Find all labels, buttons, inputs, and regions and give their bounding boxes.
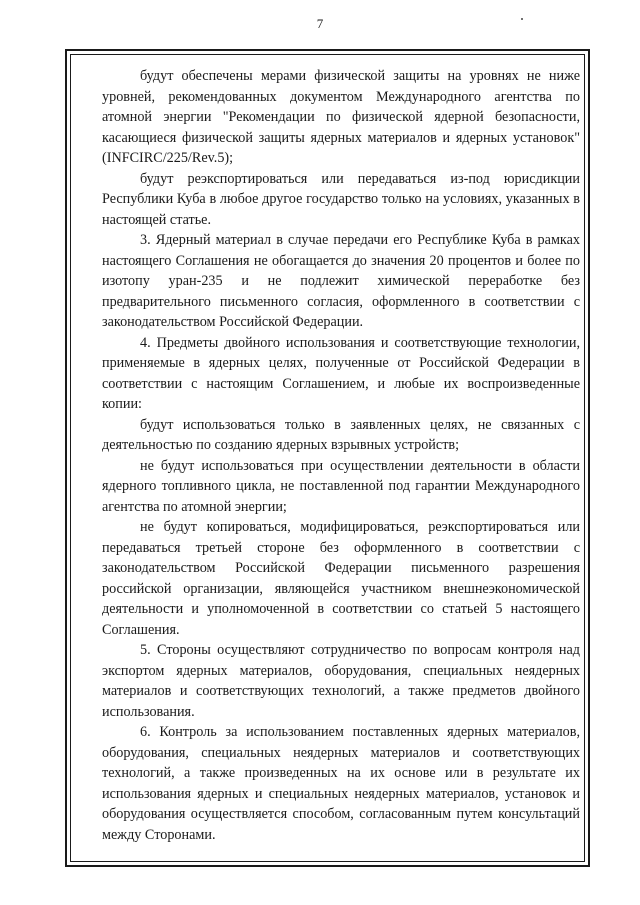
paragraph-clause-6: 6. Контроль за использованием поставленных ядерных материалов, оборудования, специальных неядерных материалов и соответствующих технологий, а также произведенных на их основе или в результате их использования ядерных и специальных неядерных материалов, установок и оборудования осуществляется способом, согласованным путем консультаций между Сторонами. bbox=[102, 724, 580, 843]
paragraph-reexport: будут реэкспортироваться или передаваться из-под юрисдикции Республики Куба в любое другое государство только на условиях, указанных в настоящей статье. bbox=[102, 170, 580, 228]
paragraph-clause-3: 3. Ядерный материал в случае передачи его Республике Куба в рамках настоящего Соглашения не обогащается до значения 20 процентов и более по изотопу уран-235 и не подлежит химической переработке без предварительного письменного согласия, оформленного в соответствии с законодательством Российской Федерации. bbox=[102, 232, 580, 330]
scan-speck bbox=[521, 18, 523, 20]
page-number: 7 bbox=[316, 16, 324, 31]
paragraph-clause-5: 5. Стороны осуществляют сотрудничество по вопросам контроля над экспортом ядерных материалов, оборудования, специальных неядерных материалов и соответствующих технологий, а также предметов двойного использования. bbox=[102, 642, 580, 720]
paragraph-physical-protection: будут обеспечены мерами физической защиты на уровнях не ниже уровней, рекомендованных документом Международного агентства по атомной энергии "Рекомендации по физической ядерной безопасности, касающиеся физической защиты ядерных материалов и ядерных установок" (INFCIRC/225/Rev.5); bbox=[102, 68, 580, 166]
paragraph-fuel-cycle: не будут использоваться при осуществлении деятельности в области ядерного топливного цикла, не поставленной под гарантии Международного агентства по атомной энергии; bbox=[102, 457, 580, 515]
paragraph-clause-4: 4. Предметы двойного использования и соответствующие технологии, применяемые в ядерных целях, полученные от Российской Федерации в соответствии с настоящим Соглашением, и любые их воспроизведенные копии: bbox=[102, 334, 580, 412]
document-body bbox=[102, 66, 580, 845]
paragraph-declared-purposes: будут использоваться только в заявленных целях, не связанных с деятельностью по созданию ядерных взрывных устройств; bbox=[102, 416, 580, 453]
paragraph-copying: не будут копироваться, модифицироваться, реэкспортироваться или передаваться третьей стороне без оформленного в соответствии с законодательством Российской Федерации письменного разрешения российской организации, являющейся участником внешнеэкономической деятельности и уполномоченной в соответствии со статьей 5 настоящего Соглашения. bbox=[102, 519, 580, 638]
